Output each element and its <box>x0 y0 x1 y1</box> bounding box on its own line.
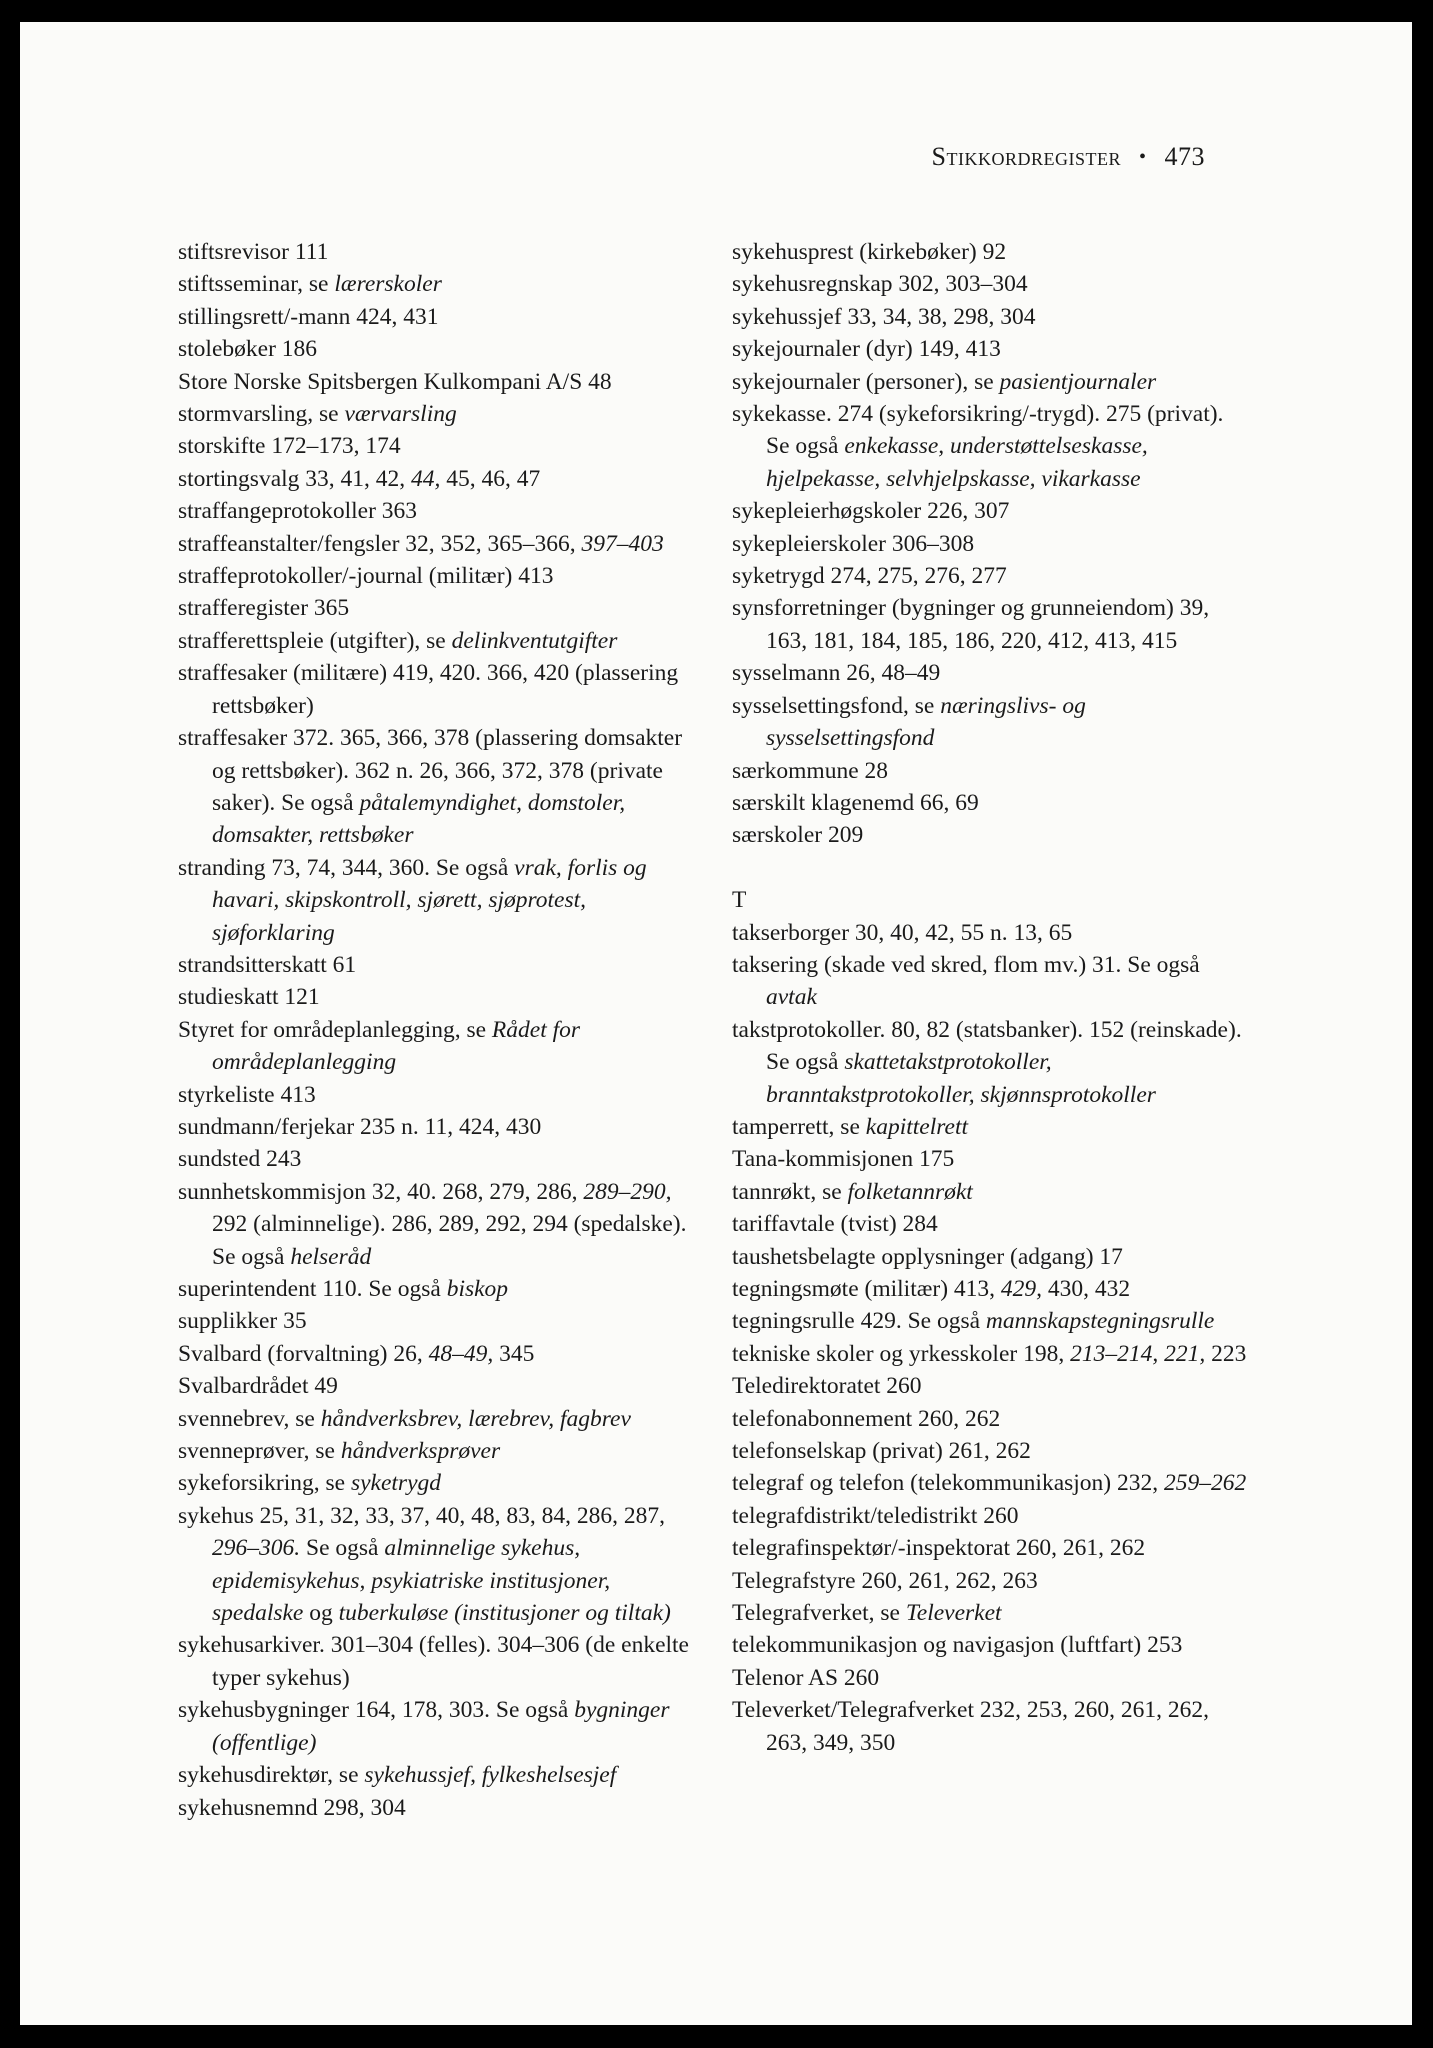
index-entry <box>732 592 1252 657</box>
index-entry-reference: værvarsling <box>344 401 457 428</box>
index-entry-text: særkommune 28 <box>732 757 889 784</box>
index-entry-reference: lærerskoler <box>334 271 442 298</box>
index-entry-reference: håndverksprøver <box>340 1438 501 1465</box>
running-header <box>932 142 1205 172</box>
page-number: 473 <box>1164 142 1205 171</box>
index-entry-text: Telenor AS 260 <box>732 1664 880 1691</box>
index-entry-text: sykejournaler (personer), se <box>732 368 1000 395</box>
index-entry-reference: skattetakstprotokoller, branntakstprotokoller, skjønnsprotokoller <box>766 1049 1156 1108</box>
index-entry-text: sundsted 243 <box>178 1146 302 1173</box>
index-entry <box>732 1273 1252 1305</box>
index-section-letter <box>732 884 1252 916</box>
index-entry-reference: næringslivs- og sysselsettingsfond <box>766 692 1086 752</box>
index-entry-text: T <box>732 887 747 914</box>
index-entry-text: 45, 46, 47 <box>440 465 541 492</box>
index-entry-text: sykehusdirektør, se <box>178 1762 365 1789</box>
index-entry-text: tannrøkt, se <box>732 1178 848 1205</box>
index-column-right <box>732 236 1252 1759</box>
index-entry <box>178 1467 698 1499</box>
index-entry-text: og <box>303 1600 339 1627</box>
index-entry-text: sykeforsikring, se <box>178 1470 351 1497</box>
index-entry-text: telegrafdistrikt/teledistrikt 260 <box>732 1502 1019 1529</box>
index-entry <box>732 1532 1252 1564</box>
index-entry <box>732 495 1252 527</box>
index-entry-text: strandsitterskatt 61 <box>178 951 357 978</box>
index-entry <box>732 1565 1252 1597</box>
index-entry <box>732 1338 1252 1370</box>
index-entry-text: stillingsrett/-mann 424, 431 <box>178 303 439 330</box>
index-entry <box>732 657 1252 689</box>
index-entry <box>178 852 698 949</box>
index-entry-text: Store Norske Spitsbergen Kulkompani A/S 48 <box>178 368 612 395</box>
index-entry <box>178 1273 698 1305</box>
index-entry-text: stormvarsling, se <box>178 401 345 428</box>
index-entry <box>732 1241 1252 1273</box>
index-entry-text: sykehusprest (kirkebøker) 92 <box>732 239 1007 265</box>
index-entry <box>732 787 1252 819</box>
index-entry <box>178 495 698 527</box>
index-entry <box>732 560 1252 592</box>
index-entry-text: straffesaker 372. 365, 366, 378 (plassering domsakter og rettsbøker). 362 n. 26, 366, 372, 378 (private saker). Se også <box>178 725 683 816</box>
index-entry-text: Televerket/Telegrafverket 232, 253, 260, 261, 262, 263, 349, 350 <box>732 1697 1209 1756</box>
index-entry-reference: pasientjournaler <box>999 368 1157 395</box>
index-entry-text: straffeanstalter/fengsler 32, 352, 365–366, <box>178 530 582 557</box>
section-title: Stikkordregister <box>931 142 1121 171</box>
index-entry <box>732 333 1252 365</box>
index-entry <box>732 1662 1252 1694</box>
index-entry-reference: avtak <box>766 984 817 1011</box>
index-entry-reference: syketrygd <box>350 1470 442 1497</box>
index-entry-reference: 44, <box>411 465 441 492</box>
index-entry-text: svenneprøver, se <box>178 1438 341 1465</box>
index-entry <box>178 722 698 852</box>
index-entry <box>732 1014 1252 1111</box>
index-entry-reference: 289–290, <box>583 1178 672 1205</box>
index-entry-text: strafferettspleie (utgifter), se <box>178 627 452 654</box>
index-entry-reference: håndverksbrev, lærebrev, fagbrev <box>320 1405 631 1432</box>
index-entry-text: synsforretninger (bygninger og grunneiendom) 39, 163, 181, 184, 185, 186, 220, 412, 413, 415 <box>732 595 1210 654</box>
index-entry-text: sykepleierskoler 306–308 <box>732 530 975 557</box>
index-entry-text: tariffavtale (tvist) 284 <box>732 1211 938 1238</box>
index-entry-reference: påtalemyndighet, domstoler, domsakter, rettsbøker <box>212 789 626 849</box>
index-entry <box>178 366 698 398</box>
index-entry-text: sykehusarkiver. 301–304 (felles). 304–306 (de enkelte typer sykehus) <box>178 1632 689 1691</box>
index-entry <box>178 236 698 268</box>
index-entry <box>732 819 1252 851</box>
index-entry <box>732 268 1252 300</box>
index-entry <box>178 625 698 657</box>
index-entry-text: storskifte 172–173, 174 <box>178 433 401 460</box>
index-entry <box>178 1370 698 1402</box>
index-entry-text: 430, 432 <box>1042 1275 1131 1302</box>
index-entry <box>732 1143 1252 1175</box>
index-entry-text: tekniske skoler og yrkesskoler 198, <box>732 1340 1071 1367</box>
index-entry-reference: alminnelige sykehus, epidemisykehus, psykiatriske institusjoner, spedalske <box>212 1535 611 1627</box>
index-entry-reference: 259–262 <box>1164 1470 1247 1497</box>
index-entry <box>178 1305 698 1337</box>
index-entry-text: særskoler 209 <box>732 822 864 849</box>
index-entry <box>732 1370 1252 1402</box>
index-entry <box>178 560 698 592</box>
index-entry-text: Se også <box>300 1535 385 1562</box>
index-entry-reference: 48–49, <box>428 1340 494 1367</box>
index-entry-reference: enkekasse, understøttelseskasse, hjelpekasse, selvhjelpskasse, vikarkasse <box>766 433 1148 492</box>
index-entry <box>178 1338 698 1370</box>
index-entry-text: taushetsbelagte opplysninger (adgang) 17 <box>732 1243 1123 1270</box>
index-entry <box>178 301 698 333</box>
index-entry <box>178 1694 698 1759</box>
index-entry <box>178 657 698 722</box>
index-entry <box>178 528 698 560</box>
index-entry-text: sysselmann 26, 48–49 <box>732 660 941 687</box>
index-entry <box>732 366 1252 398</box>
index-entry-text: styrkeliste 413 <box>178 1081 316 1108</box>
index-entry <box>732 1694 1252 1759</box>
index-entry-text: Svalbardrådet 49 <box>178 1373 338 1400</box>
index-entry-text: telegrafinspektør/-inspektorat 260, 261, 262 <box>732 1535 1146 1562</box>
index-entry <box>732 236 1252 268</box>
index-entry <box>178 1435 698 1467</box>
index-entry <box>732 1208 1252 1240</box>
index-entry-text: straffeprotokoller/-journal (militær) 413 <box>178 563 554 590</box>
index-entry <box>178 463 698 495</box>
index-entry-text: telefonselskap (privat) 261, 262 <box>732 1438 1031 1465</box>
index-entry-text: sykehusbygninger 164, 178, 303. Se også <box>178 1697 575 1724</box>
index-entry-reference: Televerket <box>905 1600 1002 1627</box>
index-entry-text: Tana-kommisjonen 175 <box>732 1146 955 1173</box>
index-entry-text: sykehussjef 33, 34, 38, 298, 304 <box>732 303 1036 330</box>
index-entry-text: særskilt klagenemd 66, 69 <box>732 789 979 816</box>
index-entry-text: Styret for områdeplanlegging, se <box>178 1016 492 1043</box>
index-entry-text: superintendent 110. Se også <box>178 1276 447 1302</box>
index-entry <box>732 398 1252 495</box>
index-entry-text: takstprotokoller. 80, 82 (statsbanker). 152 (reinskade). Se også <box>732 1016 1242 1076</box>
index-entry-text: sunnhetskommisjon 32, 40. 268, 279, 286, <box>178 1178 584 1205</box>
index-entry-text: sykehusregnskap 302, 303–304 <box>732 271 1028 298</box>
index-entry <box>178 1079 698 1111</box>
index-entry-reference: bygninger (offentlige) <box>212 1697 670 1756</box>
index-entry <box>178 1014 698 1079</box>
index-entry-text: telefonabonnement 260, 262 <box>732 1405 1001 1432</box>
index-entry <box>178 1143 698 1175</box>
index-entry-text: stranding 73, 74, 344, 360. Se også <box>178 854 515 881</box>
index-entry <box>732 301 1252 333</box>
index-entry <box>732 1597 1252 1629</box>
index-entry <box>178 1629 698 1694</box>
index-entry <box>732 917 1252 949</box>
index-entry <box>732 1500 1252 1532</box>
index-entry-text: tegningsrulle 429. Se også <box>732 1308 986 1335</box>
index-entry-text: supplikker 35 <box>178 1308 307 1335</box>
index-entry-reference: 296–306. <box>212 1535 301 1562</box>
index-entry-text: Telegrafverket, se <box>732 1600 906 1627</box>
index-entry-text: stolebøker 186 <box>178 336 318 363</box>
index-entry <box>732 690 1252 755</box>
index-entry <box>178 398 698 430</box>
index-entry <box>178 981 698 1013</box>
index-entry-text: sykehus 25, 31, 32, 33, 37, 40, 48, 83, 84, 286, 287, <box>178 1502 665 1529</box>
index-entry <box>178 949 698 981</box>
index-entry <box>178 1176 698 1273</box>
index-entry <box>178 1500 698 1630</box>
index-entry-text: 292 (alminnelige). 286, 289, 292, 294 (spedalske). Se også <box>212 1211 687 1270</box>
index-entry <box>178 1792 698 1824</box>
index-entry <box>178 268 698 300</box>
index-entry-text: sykepleierhøgskoler 226, 307 <box>732 498 1010 525</box>
index-entry <box>178 1759 698 1791</box>
index-entry-reference: biskop <box>446 1276 509 1302</box>
index-entry-text: tamperrett, se <box>732 1113 866 1140</box>
index-entry-text: sysselsettingsfond, se <box>732 692 941 719</box>
index-entry-text: 345 <box>493 1340 535 1367</box>
index-entry-reference: vrak, forlis og havari, skipskontroll, sjørett, sjøprotest, sjøforklaring <box>212 854 647 946</box>
index-entry-reference: 397–403 <box>581 530 664 557</box>
index-entry-text: stiftsseminar, se <box>178 271 335 298</box>
index-entry <box>178 1403 698 1435</box>
index-entry-text: taksering (skade ved skred, flom mv.) 31. Se også <box>732 951 1200 978</box>
index-entry-reference: folketannrøkt <box>847 1178 973 1205</box>
index-entry-text: syketrygd 274, 275, 276, 277 <box>732 563 1007 590</box>
index-entry-reference: mannskapstegningsrulle <box>985 1308 1215 1335</box>
index-entry-reference: tuberkuløse (institusjoner og tiltak) <box>338 1600 671 1627</box>
index-entry-text: sykehusnemnd 298, 304 <box>178 1794 406 1821</box>
index-entry-reference: Rådet for områdeplanlegging <box>212 1016 581 1076</box>
index-entry <box>732 1176 1252 1208</box>
index-entry-text: sykejournaler (dyr) 149, 413 <box>732 336 1001 363</box>
index-entry-text: sykekasse. 274 (sykeforsikring/-trygd). 275 (privat). Se også <box>732 401 1224 460</box>
index-entry <box>732 528 1252 560</box>
index-column-left <box>178 236 698 1824</box>
index-entry-reference: 429, <box>1000 1275 1043 1302</box>
index-entry-text: straffesaker (militære) 419, 420. 366, 420 (plassering rettsbøker) <box>178 660 679 719</box>
index-entry <box>732 1467 1252 1499</box>
index-entry-text: stortingsvalg 33, 41, 42, <box>178 465 412 492</box>
index-entry <box>732 1629 1252 1661</box>
index-entry-text: svennebrev, se <box>178 1405 321 1432</box>
index-entry <box>732 1111 1252 1143</box>
index-entry-reference: helseråd <box>290 1243 372 1270</box>
index-entry-text: telekommunikasjon og navigasjon (luftfart) 253 <box>732 1632 1183 1659</box>
index-entry-text: Svalbard (forvaltning) 26, <box>178 1340 429 1367</box>
index-entry <box>732 1403 1252 1435</box>
index-entry-text: telegraf og telefon (telekommunikasjon) 232, <box>732 1470 1165 1497</box>
index-entry <box>178 333 698 365</box>
index-entry <box>732 755 1252 787</box>
index-entry-reference: kapittelrett <box>865 1113 969 1140</box>
index-entry-text: studieskatt 121 <box>178 984 320 1011</box>
index-entry-text: Telegrafstyre 260, 261, 262, 263 <box>732 1567 1038 1594</box>
index-entry <box>732 1305 1252 1337</box>
index-entry-text: strafferegister 365 <box>178 595 350 622</box>
index-entry-reference: delinkventutgifter <box>451 627 618 654</box>
header-separator: • <box>1138 146 1147 168</box>
index-entry-text: sundmann/ferjekar 235 n. 11, 424, 430 <box>178 1113 542 1140</box>
index-entry-text: straffangeprotokoller 363 <box>178 498 418 525</box>
index-page <box>20 22 1412 2025</box>
index-entry <box>178 592 698 624</box>
index-entry-text: tegningsmøte (militær) 413, <box>732 1275 1001 1302</box>
index-entry-text: stiftsrevisor 111 <box>178 239 329 265</box>
index-entry-text: 223 <box>1205 1340 1247 1367</box>
index-entry <box>732 1435 1252 1467</box>
index-entry <box>178 430 698 462</box>
index-entry-text: takserborger 30, 40, 42, 55 n. 13, 65 <box>732 919 1073 946</box>
index-entry <box>732 949 1252 1014</box>
index-entry-text: Teledirektoratet 260 <box>732 1373 922 1400</box>
index-entry <box>178 1111 698 1143</box>
index-entry-reference: sykehussjef, fylkeshelsesjef <box>364 1762 617 1789</box>
index-entry-reference: 213–214, 221, <box>1070 1340 1206 1367</box>
